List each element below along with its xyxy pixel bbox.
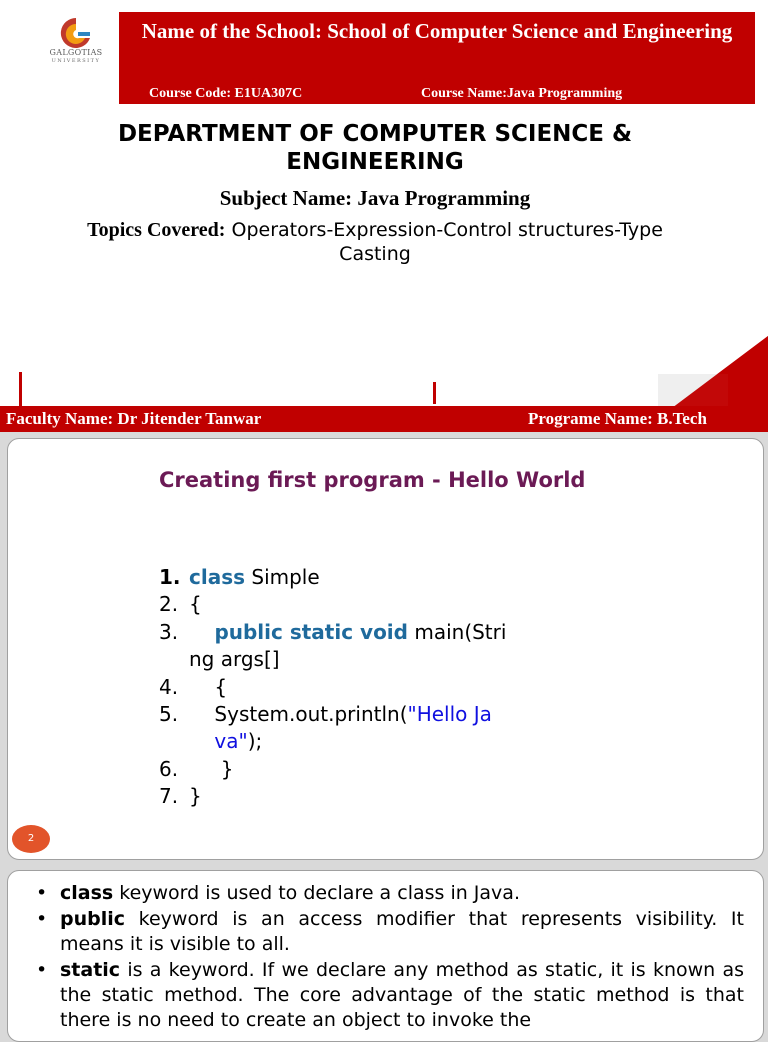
code-text [189, 620, 214, 644]
galgotias-logo-icon [54, 16, 98, 50]
subject-name: Subject Name: Java Programming [219, 186, 531, 210]
code-text: { [189, 675, 228, 699]
line-number: 3. [159, 620, 179, 644]
code-line [159, 675, 227, 699]
code-text: Simple [245, 565, 320, 589]
bullet-item [32, 958, 744, 1033]
code-line [159, 565, 320, 589]
code-keyword: class [189, 565, 246, 589]
topics-covered [60, 218, 690, 266]
code-text: } [189, 757, 234, 781]
code-string: va" [189, 729, 248, 753]
school-header [119, 12, 755, 104]
bullet-item [32, 881, 744, 906]
course-name: Course Name:Java Programming [421, 86, 623, 101]
topics-label: Topics Covered: [87, 219, 226, 241]
code-line [159, 592, 202, 616]
bullet-term: public [60, 908, 126, 930]
program-name: Programe Name: B.Tech [528, 409, 707, 428]
line-number: 6. [159, 757, 179, 781]
line-number: 4. [159, 675, 179, 699]
code-line [159, 784, 202, 808]
bullet-text: keyword is used to declare a class in Java. [113, 882, 520, 904]
notes-slide [7, 870, 764, 1042]
logo-subtitle: UNIVERSITY [51, 58, 101, 64]
bullet-term: class [60, 882, 114, 904]
bullet-text: keyword is an access modifier that represents visibility. It means it is visible to all. [60, 908, 744, 955]
code-text: System.out.println( [189, 702, 408, 726]
code-slide [7, 438, 764, 860]
department-title: DEPARTMENT OF COMPUTER SCIENCE & ENGINEERING [117, 121, 633, 175]
code-keyword: public static void [214, 620, 408, 644]
code-text: ng args[] [189, 647, 280, 671]
footer-bar [0, 406, 768, 432]
code-text: ); [247, 729, 263, 753]
decorative-divider [19, 372, 22, 406]
line-number: 2. [159, 592, 179, 616]
bullet-term: static [60, 959, 121, 981]
bullet-list [32, 881, 744, 1034]
decorative-divider [433, 382, 436, 404]
code-string: "Hello Ja [407, 702, 492, 726]
university-logo [36, 14, 116, 70]
code-line [159, 620, 506, 644]
bullet-text: is a keyword. If we declare any method as static, it is known as the static method. The core advantage of the static method is that there is no need to create an object to invoke the [60, 959, 744, 1031]
school-name: Name of the School: School of Computer Science and Engineering [141, 19, 733, 43]
code-line [159, 647, 280, 671]
title-slide [0, 0, 768, 432]
corner-decoration [658, 336, 768, 408]
faculty-name: Faculty Name: Dr Jitender Tanwar [6, 409, 262, 428]
line-number: 5. [159, 702, 179, 726]
code-line [159, 757, 234, 781]
page-number-badge: 2 [12, 825, 50, 853]
line-number: 1. [159, 565, 181, 589]
topics-value: Operators-Expression-Control structures-Type Casting [231, 219, 663, 265]
slide-title: Creating first program - Hello World [159, 468, 586, 492]
code-text: { [189, 592, 202, 616]
code-text: main(Stri [407, 620, 507, 644]
bullet-item [32, 907, 744, 957]
line-number: 7. [159, 784, 179, 808]
code-text: } [189, 784, 202, 808]
logo-name: GALGOTIAS [49, 48, 103, 57]
course-code: Course Code: E1UA307C [149, 86, 303, 101]
code-line [159, 729, 262, 753]
code-line [159, 702, 492, 726]
